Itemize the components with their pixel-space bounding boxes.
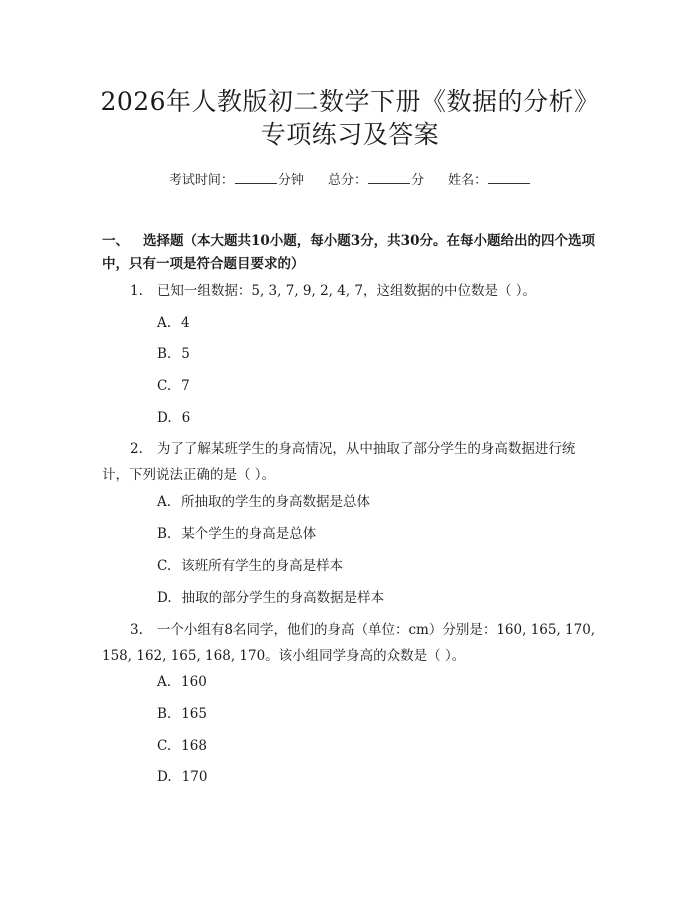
- question-1-option-c: [157, 376, 190, 396]
- question-3-option-d: [157, 767, 207, 787]
- exam-time-label: 考试时间：: [168, 173, 234, 188]
- option-text: 5: [181, 346, 190, 362]
- section-number: 一、: [102, 233, 129, 249]
- option-label: C.: [157, 738, 172, 754]
- option-label: B.: [157, 706, 172, 722]
- question-1-option-d: [157, 408, 190, 428]
- option-text: 168: [181, 738, 207, 754]
- option-text: 6: [181, 410, 191, 426]
- exam-info: [0, 170, 700, 190]
- option-text: 该班所有学生的身高是样本: [181, 558, 344, 574]
- question-stem: 已知一组数据：5, 3, 7, 9, 2, 4, 7，这组数据的中位数是（ ）。: [156, 283, 537, 299]
- option-label: B.: [157, 526, 172, 542]
- option-label: A.: [157, 315, 172, 331]
- option-label: C.: [157, 378, 172, 394]
- student-name-label: 姓名：: [448, 173, 488, 188]
- option-text: 4: [181, 315, 190, 331]
- question-2: [102, 436, 597, 488]
- question-2-option-b: [157, 524, 316, 544]
- exam-time: [169, 173, 304, 188]
- option-text: 某个学生的身高是总体: [181, 526, 317, 542]
- total-score-blank: [368, 170, 410, 184]
- question-stem: 为了了解某班学生的身高情况，从中抽取了部分学生的身高数据进行统计，下列说法正确的是（ ）。: [102, 441, 576, 483]
- exam-time-blank: [235, 170, 277, 184]
- question-1: [102, 278, 597, 304]
- option-text: 7: [181, 378, 190, 394]
- option-label: A.: [157, 674, 172, 690]
- question-1-option-a: [157, 313, 190, 333]
- document-title-line-1: 2026年人教版初二数学下册《数据的分析》: [100, 87, 600, 116]
- question-2-option-c: [157, 556, 343, 576]
- question-number: 2.: [130, 441, 143, 457]
- question-3-option-a: [157, 672, 207, 692]
- question-3-option-c: [157, 736, 207, 756]
- option-text: 160: [181, 674, 207, 690]
- option-label: D.: [157, 769, 172, 785]
- student-name: [448, 173, 531, 188]
- option-label: A.: [157, 494, 172, 510]
- question-3-option-b: [157, 704, 207, 724]
- question-stem: 一个小组有8名同学，他们的身高（单位：cm）分别是：160, 165, 170, 158, 162, 165, 168, 170。该小组同学身高的众数是（ ）。: [102, 622, 596, 664]
- exam-time-unit: 分钟: [277, 173, 304, 188]
- option-text: 所抽取的学生的身高数据是总体: [181, 494, 371, 510]
- section-heading: [102, 230, 597, 276]
- total-score: [328, 173, 424, 188]
- option-label: B.: [157, 346, 172, 362]
- option-label: C.: [157, 558, 172, 574]
- option-text: 抽取的部分学生的身高数据是样本: [181, 590, 385, 606]
- question-number: 3.: [130, 622, 143, 638]
- question-2-option-a: [157, 492, 370, 512]
- section-text: 选择题（本大题共10小题，每小题3分，共30分。在每小题给出的四个选项中，只有一项是符合题目要求的）: [102, 233, 595, 272]
- question-number: 1.: [130, 283, 143, 299]
- student-name-blank: [488, 170, 530, 184]
- total-score-label: 总分：: [327, 173, 367, 188]
- option-label: D.: [157, 590, 172, 606]
- option-text: 165: [181, 706, 207, 722]
- document-title-line-2: 专项练习及答案: [260, 120, 440, 149]
- option-text: 170: [181, 769, 208, 785]
- option-label: D.: [157, 410, 172, 426]
- question-2-option-d: [157, 588, 384, 608]
- question-1-option-b: [157, 344, 190, 364]
- total-score-unit: 分: [411, 173, 425, 188]
- question-3: [102, 617, 597, 669]
